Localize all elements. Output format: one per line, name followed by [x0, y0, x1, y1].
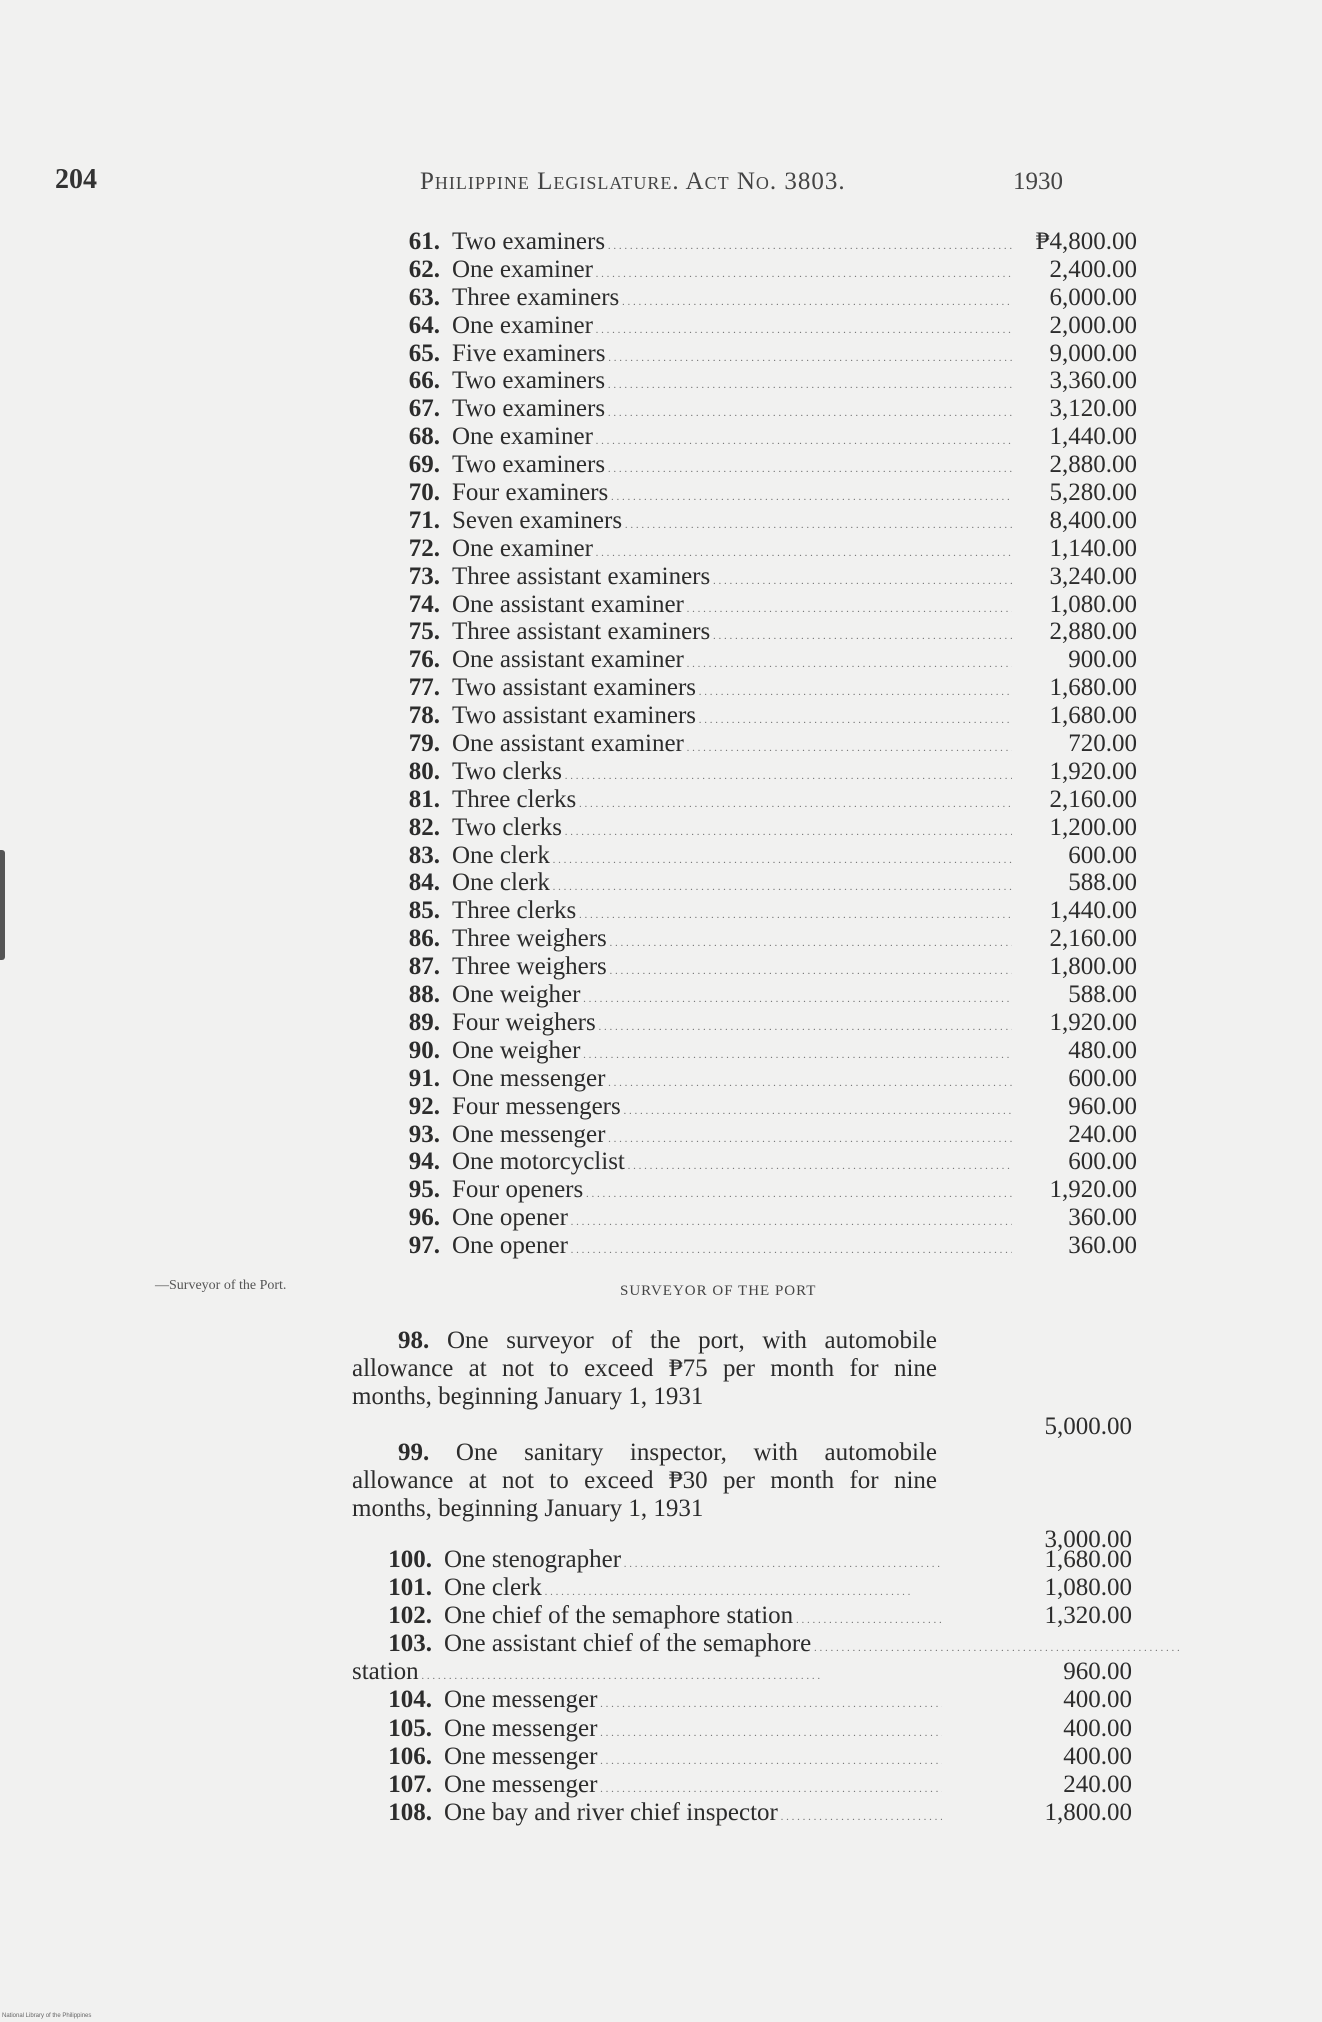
list-item — [352, 1771, 1142, 1799]
item-98-amount: 5,000.00 — [1044, 1413, 1132, 1440]
item-number: 62. — [408, 255, 440, 283]
list-item — [352, 1743, 1142, 1771]
item-amount: ₱4,800.00 — [1035, 228, 1137, 255]
margin-note: —Surveyor of the Port. — [155, 1278, 287, 1293]
list-item — [380, 925, 1140, 953]
list-item — [380, 340, 1140, 368]
item-description: One opener . . . — [452, 1204, 1012, 1236]
item-amount: 1,680.00 — [1044, 1546, 1132, 1573]
item-amount: 1,920.00 — [1049, 757, 1137, 785]
item-number: 103. — [388, 1630, 432, 1658]
item-amount: 3,360.00 — [1049, 367, 1137, 395]
item-number: 98. — [398, 1327, 430, 1354]
item-amount: 480.00 — [1068, 1036, 1137, 1064]
item-amount: 1,140.00 — [1049, 534, 1137, 562]
item-description: One messenger . . . — [444, 1771, 942, 1803]
item-description: Three examiners . . . — [452, 284, 1012, 316]
item-description: Two assistant examiners . . . — [452, 674, 1012, 706]
item-description: One chief of the semaphore station . . . — [444, 1602, 942, 1634]
list-item — [352, 1546, 1142, 1574]
item-description: One assistant examiner . . . — [452, 591, 1012, 623]
item-number: 70. — [408, 479, 440, 507]
list-item — [352, 1630, 1142, 1658]
header-year: 1930 — [1013, 168, 1063, 195]
item-number: 92. — [408, 1092, 440, 1120]
item-amount: 1,080.00 — [1049, 590, 1137, 618]
section-title: SURVEYOR OF THE PORT — [620, 1283, 817, 1299]
item-description: One assistant chief of the semaphore . . . — [444, 1630, 942, 1662]
item-number: 107. — [388, 1770, 432, 1798]
list-item — [352, 1602, 1142, 1630]
item-number: 77. — [408, 674, 440, 702]
list-item — [380, 367, 1140, 395]
list-item-continuation — [352, 1658, 1142, 1686]
list-item — [380, 479, 1140, 507]
item-description: One messenger . . . — [444, 1686, 942, 1718]
item-description: Two clerks . . . — [452, 758, 1012, 790]
item-description: One examiner . . . — [452, 423, 1012, 455]
appropriation-list — [380, 228, 1140, 1260]
item-amount: 720.00 — [1068, 730, 1137, 758]
list-item — [380, 786, 1140, 814]
item-description: Four weighers . . . — [452, 1009, 1012, 1041]
item-amount: 400.00 — [1063, 1742, 1132, 1770]
item-amount: 1,920.00 — [1049, 1008, 1137, 1036]
item-description: Three assistant examiners . . . — [452, 618, 1012, 650]
item-description: Two examiners . . . — [452, 451, 1012, 483]
item-description: Two assistant examiners . . . — [452, 702, 1012, 734]
item-description: Two examiners . . . — [452, 228, 1012, 260]
list-item — [380, 451, 1140, 479]
list-item — [380, 981, 1140, 1009]
list-item — [380, 1176, 1140, 1204]
page-edge-shadow — [0, 850, 5, 960]
list-item — [380, 758, 1140, 786]
item-amount: 1,200.00 — [1049, 813, 1137, 841]
item-description: One examiner . . . — [452, 256, 1012, 288]
page-number: 204 — [55, 164, 97, 195]
item-amount: 1,920.00 — [1049, 1176, 1137, 1204]
item-description-continuation: station . . . — [352, 1658, 942, 1690]
list-item — [352, 1715, 1142, 1743]
list-item — [380, 228, 1140, 256]
item-description: One bay and river chief inspector . . . — [444, 1799, 942, 1831]
list-item — [380, 256, 1140, 284]
item-description: One clerk . . . — [444, 1574, 942, 1606]
item-99-paragraph — [352, 1439, 937, 1523]
list-item — [380, 312, 1140, 340]
item-description: One surveyor of the port, with automobile allowance at not to exceed ₱75 per month for nine months, beginning January 1, 1931 — [352, 1327, 937, 1410]
item-number: 71. — [408, 506, 440, 534]
item-description: One opener . . . — [452, 1232, 1012, 1264]
item-number: 63. — [408, 283, 440, 311]
item-number: 72. — [408, 534, 440, 562]
item-number: 102. — [388, 1602, 432, 1630]
item-amount: 400.00 — [1063, 1714, 1132, 1742]
list-item — [380, 814, 1140, 842]
item-number: 86. — [408, 925, 440, 953]
item-amount: 240.00 — [1068, 1120, 1137, 1148]
item-number: 80. — [408, 757, 440, 785]
item-amount: 3,120.00 — [1049, 395, 1137, 423]
item-amount: 600.00 — [1068, 1064, 1137, 1092]
item-number: 69. — [408, 451, 440, 479]
item-number: 94. — [408, 1148, 440, 1176]
item-description: One messenger . . . — [444, 1743, 942, 1775]
item-description: One messenger . . . — [452, 1121, 1012, 1153]
item-amount: 1,320.00 — [1044, 1602, 1132, 1630]
item-number: 90. — [408, 1036, 440, 1064]
item-number: 79. — [408, 730, 440, 758]
item-amount: 3,240.00 — [1049, 562, 1137, 590]
item-description: Two examiners . . . — [452, 367, 1012, 399]
list-item — [380, 563, 1140, 591]
list-item — [380, 897, 1140, 925]
item-number: 84. — [408, 869, 440, 897]
item-number: 100. — [388, 1546, 432, 1573]
item-number: 105. — [388, 1714, 432, 1742]
item-description: Three weighers . . . — [452, 925, 1012, 957]
list-item — [380, 674, 1140, 702]
item-amount: 400.00 — [1063, 1686, 1132, 1714]
list-item — [380, 1148, 1140, 1176]
item-number: 87. — [408, 953, 440, 981]
item-number: 83. — [408, 841, 440, 869]
item-number: 93. — [408, 1120, 440, 1148]
item-description: One examiner . . . — [452, 535, 1012, 567]
item-amount: 960.00 — [1063, 1658, 1132, 1686]
item-description: One messenger . . . — [452, 1065, 1012, 1097]
item-description: One stenographer . . . — [444, 1546, 942, 1578]
item-amount: 960.00 — [1068, 1092, 1137, 1120]
item-number: 65. — [408, 339, 440, 367]
list-item — [380, 591, 1140, 619]
item-number: 76. — [408, 646, 440, 674]
item-number: 95. — [408, 1176, 440, 1204]
list-item — [380, 869, 1140, 897]
list-item — [380, 1121, 1140, 1149]
item-number: 73. — [408, 562, 440, 590]
list-item — [352, 1686, 1142, 1714]
item-amount: 360.00 — [1068, 1204, 1137, 1232]
item-description: Three assistant examiners . . . — [452, 563, 1012, 595]
item-amount: 6,000.00 — [1049, 283, 1137, 311]
item-amount: 1,080.00 — [1044, 1574, 1132, 1602]
item-description: One messenger . . . — [444, 1715, 942, 1747]
item-amount: 1,680.00 — [1049, 702, 1137, 730]
item-amount: 9,000.00 — [1049, 339, 1137, 367]
item-amount: 2,400.00 — [1049, 255, 1137, 283]
item-number: 88. — [408, 981, 440, 1009]
list-item — [380, 953, 1140, 981]
item-amount: 1,440.00 — [1049, 897, 1137, 925]
list-item — [380, 1065, 1140, 1093]
item-description: One assistant examiner . . . — [452, 730, 1012, 762]
item-number: 82. — [408, 813, 440, 841]
item-number: 74. — [408, 590, 440, 618]
item-description: One weigher . . . — [452, 981, 1012, 1013]
item-amount: 240.00 — [1063, 1770, 1132, 1798]
item-description: One sanitary inspector, with automobile allowance at not to exceed ₱30 per month for nine months, beginning January 1, 1931 — [352, 1439, 938, 1522]
item-amount: 588.00 — [1068, 981, 1137, 1009]
item-number: 99. — [398, 1439, 430, 1466]
item-description: Two examiners . . . — [452, 395, 1012, 427]
list-item — [380, 395, 1140, 423]
item-description: Five examiners . . . — [452, 340, 1012, 372]
item-amount: 5,280.00 — [1049, 479, 1137, 507]
item-number: 68. — [408, 423, 440, 451]
list-item — [380, 730, 1140, 758]
item-description: Four examiners . . . — [452, 479, 1012, 511]
list-item — [380, 1204, 1140, 1232]
item-amount: 900.00 — [1068, 646, 1137, 674]
item-amount: 8,400.00 — [1049, 506, 1137, 534]
list-item — [380, 507, 1140, 535]
item-amount: 2,000.00 — [1049, 311, 1137, 339]
item-99-amount: 3,000.00 — [1044, 1526, 1132, 1553]
list-item — [352, 1799, 1142, 1827]
footer-credit: National Library of the Philippines — [2, 2013, 92, 2019]
item-description: Four messengers . . . — [452, 1093, 1012, 1125]
item-description: Four openers . . . — [452, 1176, 1012, 1208]
item-98-paragraph — [352, 1327, 937, 1411]
list-item — [380, 423, 1140, 451]
item-amount: 1,440.00 — [1049, 423, 1137, 451]
item-number: 81. — [408, 785, 440, 813]
item-description: One clerk . . . — [452, 842, 1012, 874]
item-amount: 2,880.00 — [1049, 618, 1137, 646]
item-description: Three clerks . . . — [452, 897, 1012, 929]
item-description: Three clerks . . . — [452, 786, 1012, 818]
item-number: 106. — [388, 1742, 432, 1770]
list-item — [380, 1093, 1140, 1121]
list-item — [380, 646, 1140, 674]
list-item — [380, 535, 1140, 563]
item-number: 89. — [408, 1008, 440, 1036]
item-amount: 600.00 — [1068, 841, 1137, 869]
item-amount: 2,160.00 — [1049, 925, 1137, 953]
item-description: One motorcyclist . . . — [452, 1148, 1012, 1180]
item-description: One clerk . . . — [452, 869, 1012, 901]
list-item — [380, 1037, 1140, 1065]
item-description: Three weighers . . . — [452, 953, 1012, 985]
item-amount: 2,160.00 — [1049, 785, 1137, 813]
list-item — [352, 1574, 1142, 1602]
list-item — [380, 284, 1140, 312]
item-number: 91. — [408, 1064, 440, 1092]
running-title: Philippine Legislature. Act No. 3803. — [420, 168, 846, 195]
item-number: 75. — [408, 618, 440, 646]
list-item — [380, 842, 1140, 870]
item-amount: 1,800.00 — [1049, 953, 1137, 981]
item-amount: 588.00 — [1068, 869, 1137, 897]
appropriation-list-2 — [352, 1546, 1142, 1827]
item-description: Seven examiners . . . — [452, 507, 1012, 539]
item-number: 66. — [408, 367, 440, 395]
item-number: 97. — [408, 1232, 440, 1260]
list-item — [380, 702, 1140, 730]
list-item — [380, 1232, 1140, 1260]
item-number: 67. — [408, 395, 440, 423]
item-description: One assistant examiner . . . — [452, 646, 1012, 678]
list-item — [380, 618, 1140, 646]
item-amount: 600.00 — [1068, 1148, 1137, 1176]
item-amount: 1,680.00 — [1049, 674, 1137, 702]
item-amount: 2,880.00 — [1049, 451, 1137, 479]
item-description: Two clerks . . . — [452, 814, 1012, 846]
item-description: One weigher . . . — [452, 1037, 1012, 1069]
item-number: 85. — [408, 897, 440, 925]
item-number: 64. — [408, 311, 440, 339]
item-description: One examiner . . . — [452, 312, 1012, 344]
item-number: 61. — [408, 228, 440, 255]
item-number: 96. — [408, 1204, 440, 1232]
list-item — [380, 1009, 1140, 1037]
item-number: 78. — [408, 702, 440, 730]
item-number: 108. — [388, 1798, 432, 1826]
page-header — [0, 164, 1322, 200]
item-number: 101. — [388, 1574, 432, 1602]
item-number: 104. — [388, 1686, 432, 1714]
item-amount: 1,800.00 — [1044, 1798, 1132, 1826]
item-amount: 360.00 — [1068, 1232, 1137, 1260]
